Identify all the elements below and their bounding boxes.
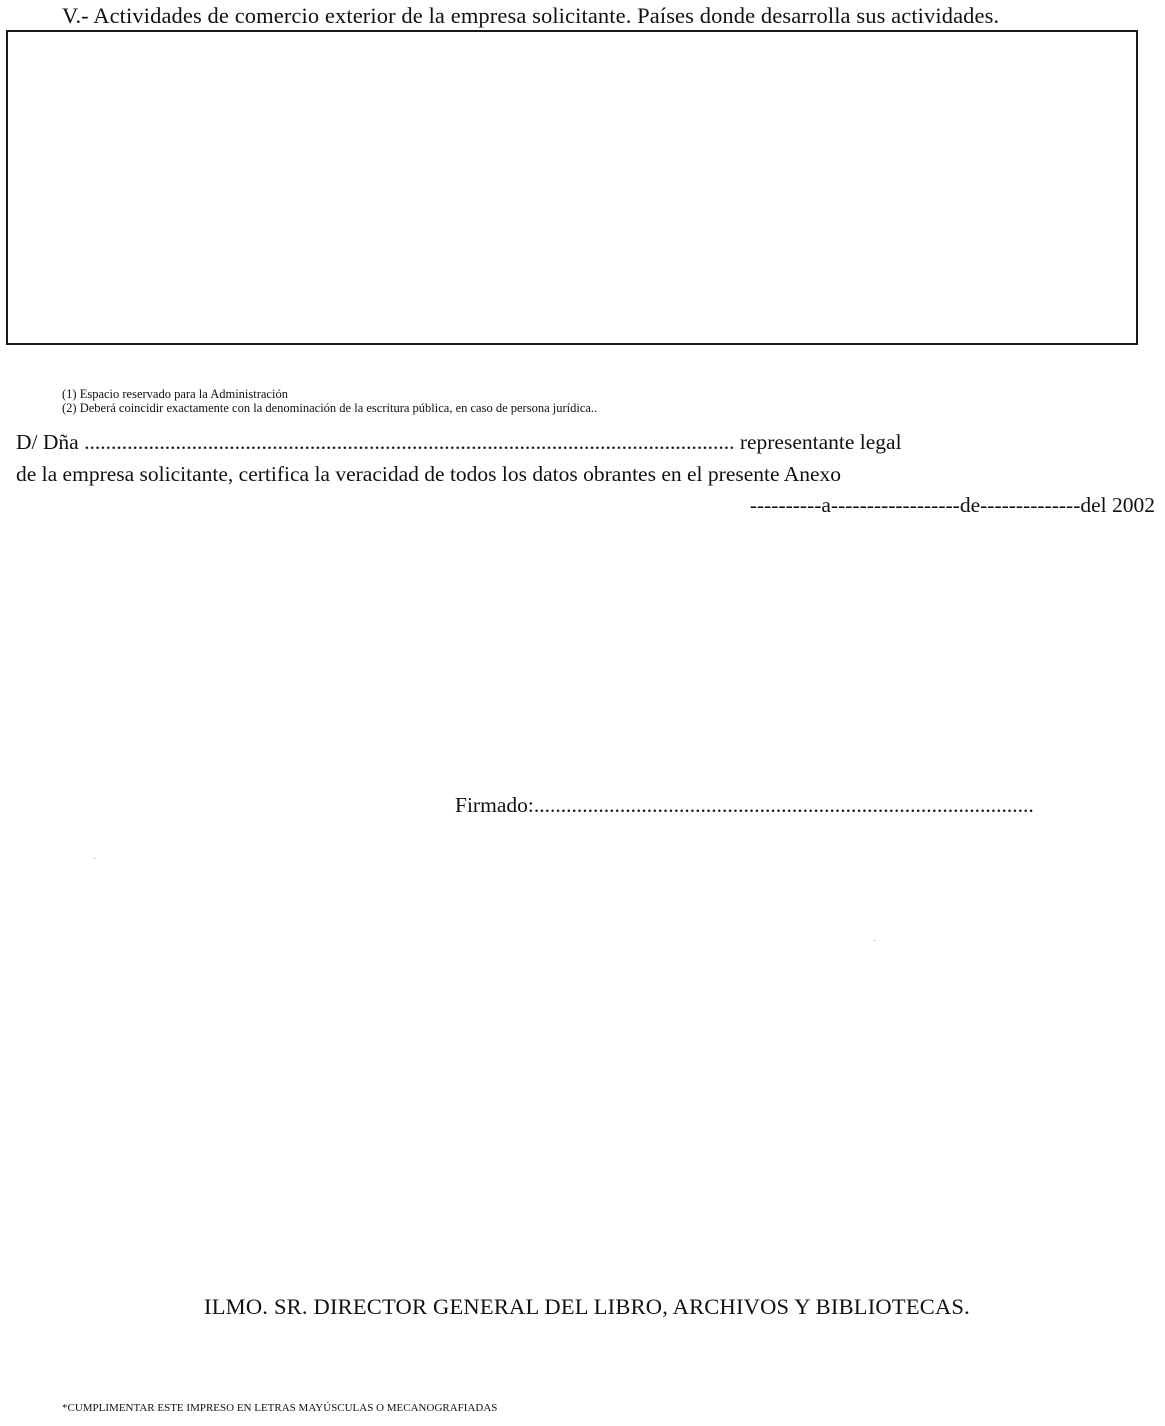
section-title: V.- Actividades de comercio exterior de la empresa solicitante. Países donde desarrolla sus actividades. <box>62 3 1000 28</box>
footnote-2: (2) Deberá coincidir exactamente con la denominación de la escritura pública, en caso de persona jurídica.. <box>62 401 598 415</box>
footer-instruction: *CUMPLIMENTAR ESTE IMPRESO EN LETRAS MAYÚSCULAS O MECANOGRAFIADAS <box>62 1402 498 1414</box>
legal-representative-line: D/ Dña ......................................................................................................................... representante legal <box>16 430 902 454</box>
scan-speck <box>94 858 95 859</box>
scan-speck <box>874 940 875 941</box>
certification-statement: de la empresa solicitante, certifica la veracidad de todos los datos obrantes en el presente Anexo <box>16 462 842 486</box>
signature-line: Firmado:............................................................................................. <box>455 793 1034 817</box>
date-line: ----------a------------------de--------------del 2002 <box>749 493 1155 517</box>
activities-input-box[interactable] <box>6 30 1138 345</box>
addressee: ILMO. SR. DIRECTOR GENERAL DEL LIBRO, ARCHIVOS Y BIBLIOTECAS. <box>204 1294 970 1319</box>
footnote-1: (1) Espacio reservado para la Administración <box>62 387 288 401</box>
